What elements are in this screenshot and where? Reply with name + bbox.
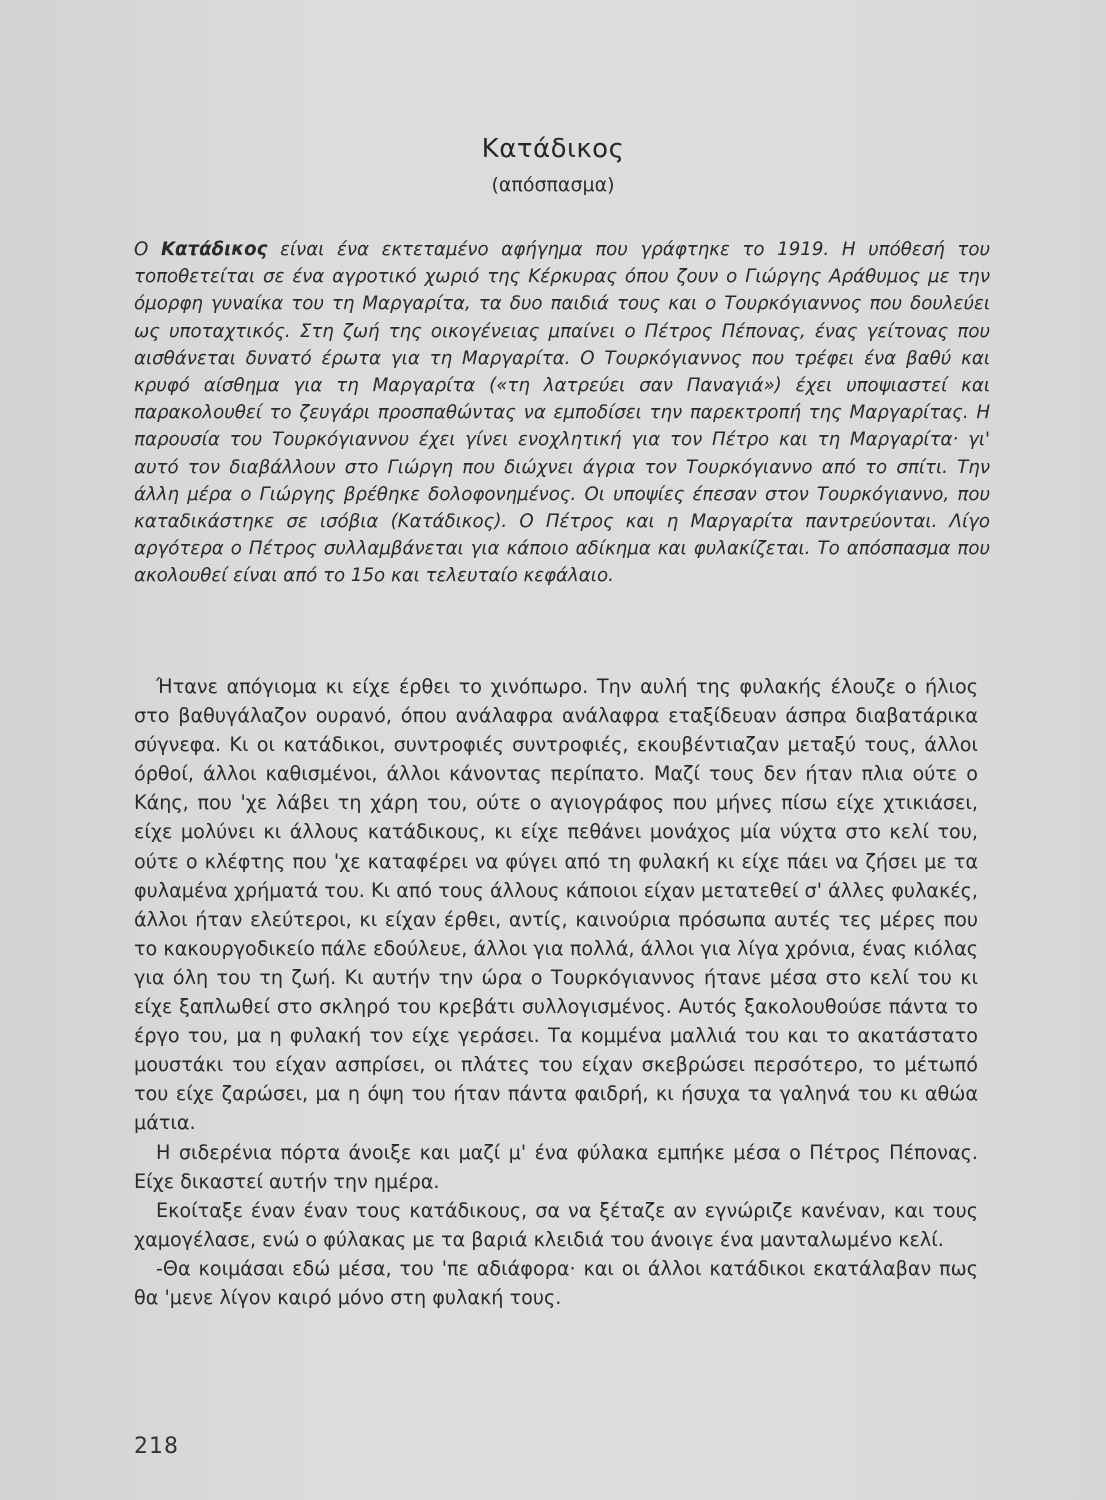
intro-text: είναι ένα εκτεταμένο αφήγημα που γράφτηκε το 1919. Η υπόθεσή του τοποθετείται σε ένα αγροτικό χωριό της Κέρκυρας όπου ζουν ο Γιώργης Αράθυμος με την όμορφη γυναίκα του τη Μαργαρίτα, τα δυο παιδιά τους και ο Τουρκόγιαννος που δουλεύει ως υποταχτικός. Στη ζωή της οικογένειας μπαίνει ο Πέτρος Πέπονας, ένας γείτονας που αισθάνεται δυνατό έρωτα για τη Μαργαρίτα. Ο Τουρκόγιαννος που τρέφει ένα βαθύ και κρυφό αίσθημα για τη Μαργαρίτα («τη λατρεύει σαν Παναγιά») έχει υποψιαστεί και παρακολουθεί το ζευγάρι προσπαθώντας να εμποδίσει την παρεκτροπή της Μαργαρίτας. Η παρουσία του Τουρκόγιαννου έχει γίνει ενοχλητική για τον Πέτρο και τη Μαργαρίτα· γι' αυτό τον διαβάλλουν στο Γιώργη που διώχνει άγρια τον Τουρκόγιαννο από το σπίτι. Την άλλη μέρα ο Γιώργης βρέθηκε δολοφονημένος. Οι υποψίες έπεσαν στον Τουρκόγιαννο, που καταδικάστηκε σε ισόβια (Κατάδικος). Ο Πέτρος και η Μαργαρίτα παντρεύονται. Λίγο αργότερα ο Πέτρος συλλαμβάνεται για κάποιο αδίκημα και φυλακίζεται. Το απόσπασμα που ακολουθεί είναι από το 15ο και τελευταίο κεφάλαιο. [134,239,990,587]
page-subtitle: (απόσπασμα) [491,174,615,196]
intro-bold-title: Κατάδικος [160,239,268,260]
intro-paragraph [134,236,990,590]
page-number: 218 [134,1434,179,1459]
intro-lead: Ο [134,239,161,260]
excerpt-body [134,672,978,1312]
page-title: Κατάδικος [481,134,625,164]
excerpt-paragraph: Εκοίταξε έναν έναν τους κατάδικους, σα να ξέταζε αν εγνώριζε κανέναν, και τους χαμογέλασε, ενώ ο φύλακας με τα βαριά κλειδιά του άνοιγε ένα μανταλωμένο κελί. [134,1198,978,1251]
excerpt-paragraph: Η σιδερένια πόρτα άνοιξε και μαζί μ' ένα φύλακα εμπήκε μέσα ο Πέτρος Πέπονας. Είχε δικαστεί αυτήν την ημέρα. [134,1140,978,1193]
excerpt-paragraph: -Θα κοιμάσαι εδώ μέσα, του 'πε αδιάφορα· και οι άλλοι κατάδικοι εκατάλαβαν πως θα 'μενε λίγον καιρό μόνο στη φυλακή τους. [134,1256,978,1309]
excerpt-paragraph: Ήτανε απόγιομα κι είχε έρθει το χινόπωρο. Την αυλή της φυλακής έλουζε ο ήλιος στο βαθυγάλαζον ουρανό, όπου ανάλαφρα ανάλαφρα εταξίδευαν άσπρα διαβατάρικα σύγνεφα. Κι οι κατάδικοι, συντροφιές συντροφιές, εκουβέντιαζαν μεταξύ τους, άλλοι όρθοί, άλλοι καθισμένοι, άλλοι κάνοντας περίπατο. Μαζί τους δεν ήταν πλια ούτε ο Κάης, που 'χε λάβει τη χάρη του, ούτε ο αγιογράφος που μήνες πίσω είχε χτικιάσει, είχε μολύνει κι άλλους κατάδικους, κι είχε πεθάνει μονάχος μία νύχτα στο κελί του, ούτε ο κλέφτης που 'χε καταφέρει να φύγει από τη φυλακή κι είχε πάει να ζήσει με τα φυλαμένα χρήματά του. Κι από τους άλλους κάποιοι είχαν μετατεθεί σ' άλλες φυλακές, άλλοι ήταν ελεύτεροι, κι είχαν έρθει, αντίς, καινούρια πρόσωπα αυτές τες μέρες που το κακουργοδικείο πάλε εδούλευε, άλλοι για πολλά, άλλοι για λίγα χρόνια, ένας κιόλας για όλη του τη ζωή. Κι αυτήν την ώρα ο Τουρκόγιαννος ήτανε μέσα στο κελί του κι είχε ξαπλωθεί στο σκληρό του κρεβάτι συλλογισμένος. Αυτός ξακολουθούσε πάντα το έργο του, μα η φυλακή τον είχε γεράσει. Τα κομμένα μαλλιά του και το ακατάστατο μουστάκι του είχαν ασπρίσει, οι πλάτες του είχαν σκεβρώσει περσότερο, το μέτωπό του είχε ζαρώσει, μα η όψη του ήταν πάντα φαιδρή, κι ήσυχα τα γαληνά του κι αθώα μάτια. [134,675,978,1135]
